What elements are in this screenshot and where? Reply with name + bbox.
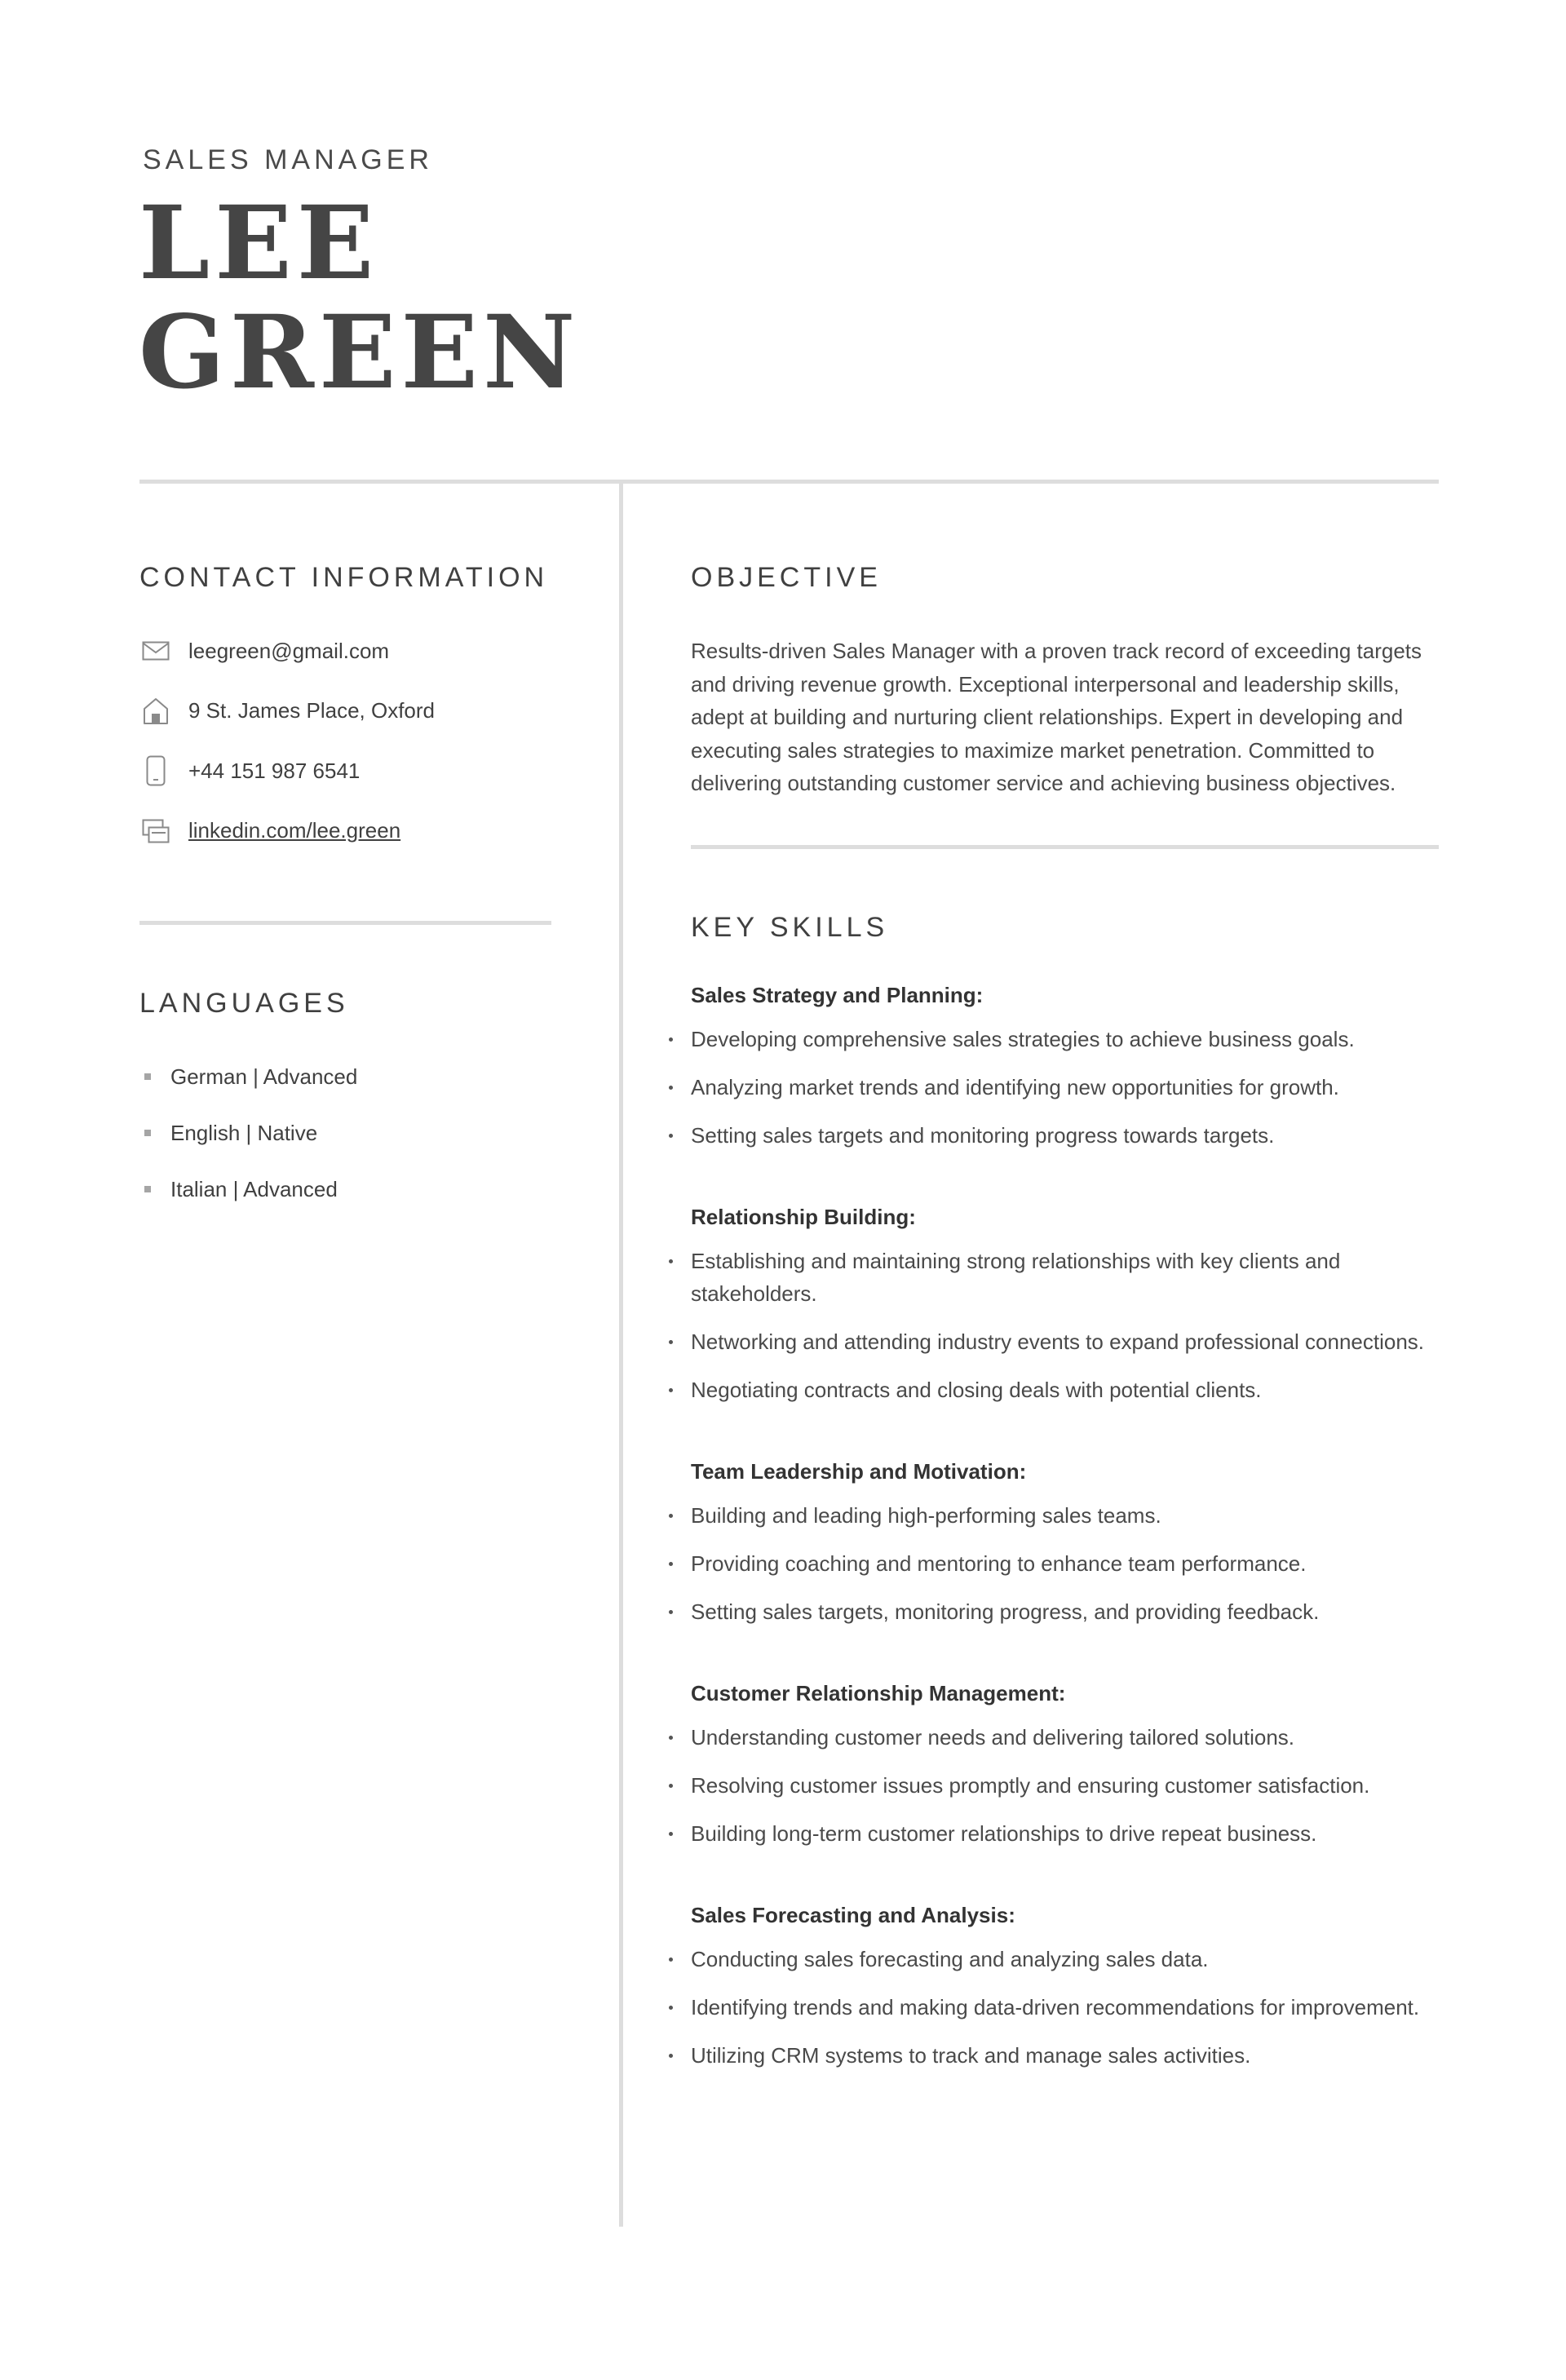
skills-heading: KEY SKILLS xyxy=(691,912,889,943)
envelope-icon xyxy=(139,635,172,667)
right-section-divider xyxy=(691,845,1439,849)
column-divider xyxy=(619,484,623,2227)
square-bullet-icon xyxy=(144,1073,151,1080)
skill-group xyxy=(669,1899,1452,2072)
skill-group-title: Relationship Building: xyxy=(691,1205,916,1229)
left-section-divider xyxy=(139,921,551,925)
contact-linkedin[interactable] xyxy=(139,815,564,847)
skill-item: Identifying trends and making data-driven recommendations for improvement. xyxy=(669,1991,1452,2024)
contact-email xyxy=(139,635,564,667)
square-bullet-icon xyxy=(144,1130,151,1136)
skill-group-title: Sales Forecasting and Analysis: xyxy=(691,1903,1015,1927)
job-title: SALES MANAGER xyxy=(143,144,433,175)
skill-item: Understanding customer needs and delivering tailored solutions. xyxy=(669,1721,1452,1754)
skill-group-title: Sales Strategy and Planning: xyxy=(691,983,984,1007)
skill-list xyxy=(669,1245,1452,1406)
candidate-name xyxy=(139,184,581,412)
first-name: LEE xyxy=(139,184,379,303)
language-item xyxy=(139,1060,357,1093)
skill-item: Setting sales targets and monitoring progress towards targets. xyxy=(669,1119,1452,1152)
skill-item: Providing coaching and mentoring to enhance team performance. xyxy=(669,1547,1452,1580)
linkedin-link[interactable]: linkedin.com/lee.green xyxy=(188,818,401,843)
language-item xyxy=(139,1173,357,1205)
contact-phone-text: +44 151 987 6541 xyxy=(188,758,361,783)
contact-address-text: 9 St. James Place, Oxford xyxy=(188,698,436,723)
skill-list xyxy=(669,1499,1452,1628)
contact-list xyxy=(139,635,564,874)
skill-group xyxy=(669,1677,1452,1850)
skill-item: Utilizing CRM systems to track and manage sales activities. xyxy=(669,2039,1452,2072)
objective-text: Results-driven Sales Manager with a proven track record of exceeding targets and driving revenue growth. Exceptional interpersonal and leadership skills, adept at building and nurturing client relationships. Expert in developing and executing sales strategies to maximize market penetration. Committed to delivering outstanding customer service and achieving business objectives. xyxy=(691,639,1422,795)
skill-group xyxy=(669,979,1452,1152)
skill-item: Setting sales targets, monitoring progress, and providing feedback. xyxy=(669,1595,1452,1628)
last-name: GREEN xyxy=(139,294,581,412)
language-item xyxy=(139,1117,357,1149)
languages-list xyxy=(139,1060,357,1229)
skill-item: Resolving customer issues promptly and ensuring customer satisfaction. xyxy=(669,1769,1452,1802)
objective-heading: OBJECTIVE xyxy=(691,562,882,593)
skill-item: Establishing and maintaining strong relationships with key clients and stakeholders. xyxy=(669,1245,1452,1310)
skill-item: Conducting sales forecasting and analyzing sales data. xyxy=(669,1943,1452,1975)
skill-list xyxy=(669,1023,1452,1152)
skill-group-title: Customer Relationship Management: xyxy=(691,1681,1066,1705)
header-divider xyxy=(139,480,1439,484)
skill-list xyxy=(669,1721,1452,1850)
contact-heading: CONTACT INFORMATION xyxy=(139,562,549,593)
language-text: German | Advanced xyxy=(170,1064,358,1089)
skill-item: Negotiating contracts and closing deals with potential clients. xyxy=(669,1374,1452,1406)
skill-item: Building and leading high-performing sales teams. xyxy=(669,1499,1452,1532)
language-text: Italian | Advanced xyxy=(170,1176,338,1201)
skill-item: Building long-term customer relationships to drive repeat business. xyxy=(669,1817,1452,1850)
languages-heading: LANGUAGES xyxy=(139,988,349,1019)
home-icon xyxy=(139,695,172,728)
skill-item: Developing comprehensive sales strategies to achieve business goals. xyxy=(669,1023,1452,1055)
skills-section xyxy=(669,979,1452,2121)
linkedin-icon xyxy=(139,815,172,847)
skill-item: Analyzing market trends and identifying new opportunities for growth. xyxy=(669,1071,1452,1104)
skill-group xyxy=(669,1201,1452,1406)
skill-group xyxy=(669,1455,1452,1628)
phone-icon xyxy=(139,754,172,787)
square-bullet-icon xyxy=(144,1186,151,1192)
skill-item: Networking and attending industry events to expand professional connections. xyxy=(669,1325,1452,1358)
skill-group-title: Team Leadership and Motivation: xyxy=(691,1459,1027,1484)
skill-list xyxy=(669,1943,1452,2072)
contact-email-text: leegreen@gmail.com xyxy=(188,638,390,663)
language-text: English | Native xyxy=(170,1120,318,1145)
contact-address xyxy=(139,695,564,728)
contact-phone xyxy=(139,754,564,787)
